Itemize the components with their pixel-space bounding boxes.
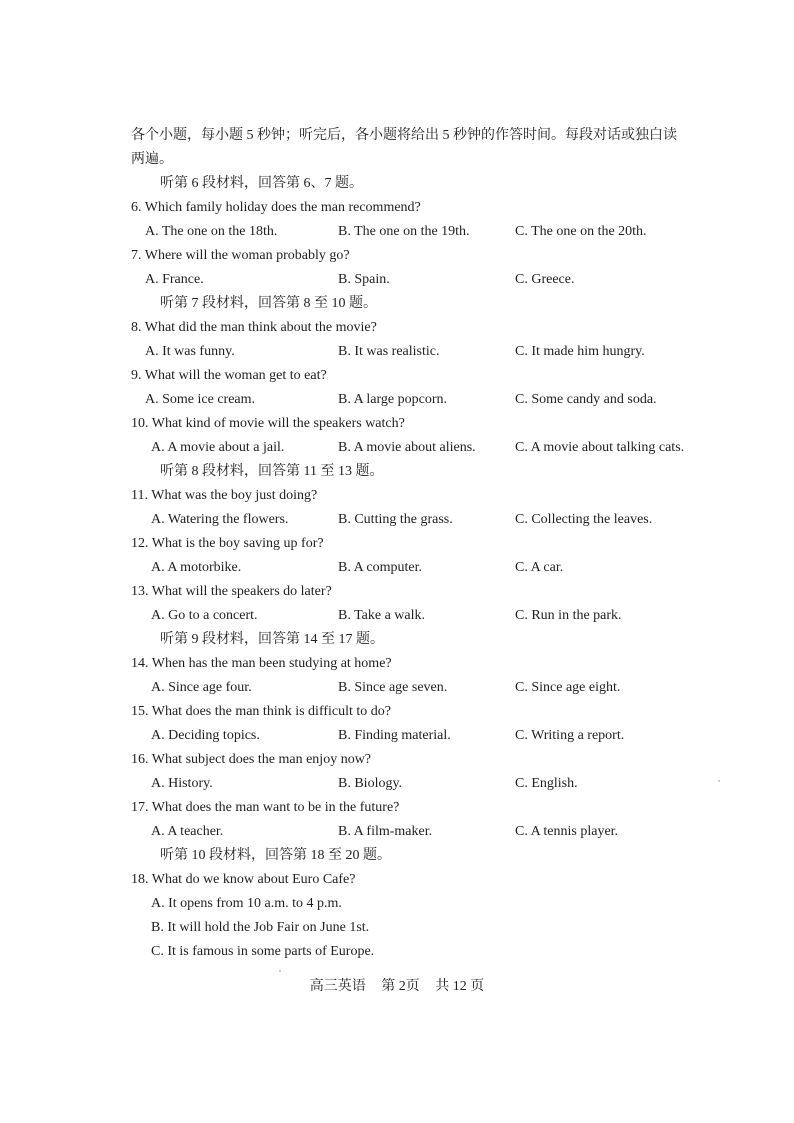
option-b: B. A movie about aliens. — [338, 440, 476, 455]
option-c: C. The one on the 20th. — [515, 224, 647, 239]
section-heading-8: 听第 8 段材料，回答第 11 至 13 题。 — [160, 464, 384, 479]
section-heading-10: 听第 10 段材料，回答第 18 至 20 题。 — [160, 848, 391, 863]
footer-page-number: 第 2页 — [381, 979, 420, 994]
option-c: C. A tennis player. — [515, 824, 619, 839]
intro-line-1: 各个小题，每小题 5 秒钟；听完后，各小题将给出 5 秒钟的作答时间。每段对话或独白读 — [131, 128, 677, 143]
question-stem: 14. When has the man been studying at home? — [131, 656, 392, 671]
question-stem: 18. What do we know about Euro Cafe? — [131, 872, 356, 887]
scan-speck — [718, 780, 720, 782]
option-a: A. France. — [145, 272, 204, 287]
question-stem: 15. What does the man think is difficult to do? — [131, 704, 391, 719]
page-footer — [0, 977, 794, 997]
scan-speck — [279, 970, 281, 972]
option-b: B. Since age seven. — [338, 680, 448, 695]
question-stem: 10. What kind of movie will the speakers watch? — [131, 416, 405, 431]
option-c: C. Greece. — [515, 272, 575, 287]
option-c: C. It made him hungry. — [515, 344, 645, 359]
question-stem: 8. What did the man think about the movie? — [131, 320, 377, 335]
option-a: A. A motorbike. — [151, 560, 242, 575]
question-stem: 13. What will the speakers do later? — [131, 584, 332, 599]
section-heading-6: 听第 6 段材料，回答第 6、7 题。 — [160, 176, 363, 191]
option-a: A. Watering the flowers. — [151, 512, 289, 527]
question-stem: 16. What subject does the man enjoy now? — [131, 752, 372, 767]
option-c: C. Some candy and soda. — [515, 392, 657, 407]
option-c: C. Run in the park. — [515, 608, 622, 623]
footer-total-pages: 共 12 页 — [435, 979, 485, 994]
section-heading-9: 听第 9 段材料，回答第 14 至 17 题。 — [160, 632, 384, 647]
option-c: C. It is famous in some parts of Europe. — [151, 944, 375, 959]
option-b: B. Take a walk. — [338, 608, 426, 623]
option-a: A. Some ice cream. — [145, 392, 256, 407]
option-a: A. Go to a concert. — [151, 608, 258, 623]
option-a: A. A movie about a jail. — [151, 440, 285, 455]
option-c: C. A movie about talking cats. — [515, 440, 685, 455]
option-c: C. Collecting the leaves. — [515, 512, 653, 527]
option-b: B. Finding material. — [338, 728, 451, 743]
question-stem: 9. What will the woman get to eat? — [131, 368, 327, 383]
option-c: C. Since age eight. — [515, 680, 621, 695]
question-stem: 12. What is the boy saving up for? — [131, 536, 324, 551]
footer-subject: 高三英语 — [309, 979, 366, 994]
option-c: C. A car. — [515, 560, 564, 575]
option-b: B. It was realistic. — [338, 344, 440, 359]
option-a: A. It was funny. — [145, 344, 235, 359]
question-stem: 11. What was the boy just doing? — [131, 488, 318, 503]
option-a: A. The one on the 18th. — [145, 224, 278, 239]
question-stem: 17. What does the man want to be in the future? — [131, 800, 400, 815]
option-a: A. It opens from 10 a.m. to 4 p.m. — [151, 896, 342, 911]
option-b: B. Cutting the grass. — [338, 512, 453, 527]
question-stem: 7. Where will the woman probably go? — [131, 248, 350, 263]
intro-line-2: 两遍。 — [131, 152, 173, 167]
option-b: B. A computer. — [338, 560, 422, 575]
option-b: B. A large popcorn. — [338, 392, 448, 407]
option-a: A. Since age four. — [151, 680, 252, 695]
option-b: B. Spain. — [338, 272, 390, 287]
option-b: B. It will hold the Job Fair on June 1st. — [151, 920, 370, 935]
option-a: A. A teacher. — [151, 824, 224, 839]
question-stem: 6. Which family holiday does the man recommend? — [131, 200, 421, 215]
option-b: B. Biology. — [338, 776, 403, 791]
option-b: B. A film-maker. — [338, 824, 433, 839]
option-c: C. Writing a report. — [515, 728, 625, 743]
option-c: C. English. — [515, 776, 578, 791]
option-a: A. History. — [151, 776, 213, 791]
section-heading-7: 听第 7 段材料，回答第 8 至 10 题。 — [160, 296, 377, 311]
option-b: B. The one on the 19th. — [338, 224, 470, 239]
option-a: A. Deciding topics. — [151, 728, 260, 743]
